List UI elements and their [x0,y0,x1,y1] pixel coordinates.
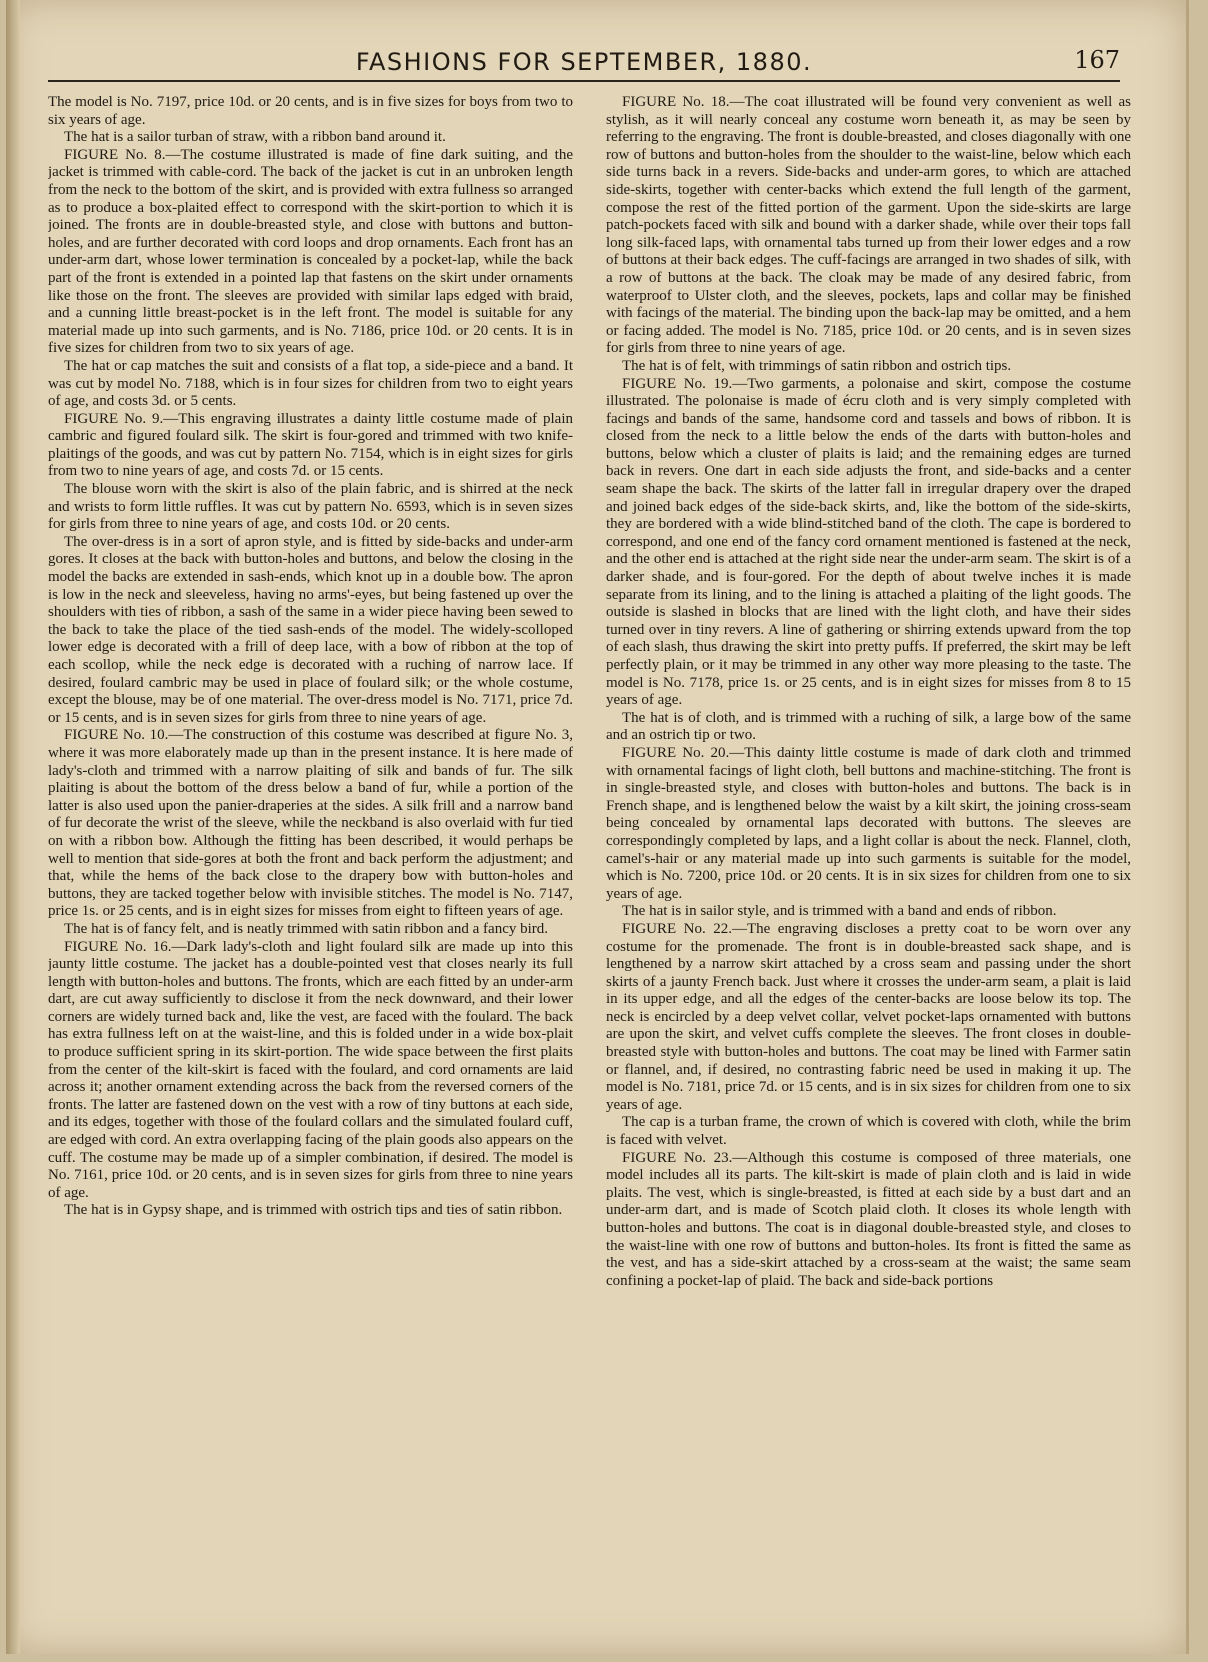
paragraph: FIGURE No. 18.—The coat illustrated will be found very convenient as well as stylish, as it will nearly conceal any costume worn beneath it, as may be seen by referring to the engraving. The front is double-breasted, and closes diagonally with one row of buttons and button-holes from the shoulder to the waist-line, below which each side turns back in a revers. Side-backs and under-arm gores, to which are attached side-skirts, together with center-backs which extend the full length of the garment, compose the rest of the fitted portion of the garment. Upon the side-skirts are large patch-pockets faced with silk and bound with a darker shade, while over their tops fall long silk-faced laps, with ornamental tabs turned up from their lower edges and a row of buttons at their back edges. The cuff-facings are arranged in two shades of silk, with a row of buttons at the back. The cloak may be made of any desired fabric, from waterproof to Ulster cloth, and the sleeves, pockets, laps and collar may be finished with facings of the material. The binding upon the back-lap may be omitted, and a hem or facing added. The model is No. 7185, price 10d. or 20 cents, and is in seven sizes for girls from three to nine years of age. [606,94,1131,357]
binding-spine [6,0,20,1654]
paragraph: FIGURE No. 9.—This engraving illustrates a dainty little costume made of plain cambric and figured foulard silk. The skirt is four-gored and trimmed with two knife-plaitings of the goods, and was cut by pattern No. 7154, which is in eight sizes for girls from two to nine years of age, and costs 7d. or 15 cents. [48,410,573,480]
paragraph: The hat is of fancy felt, and is neatly trimmed with satin ribbon and a fancy bird. [64,920,549,937]
left-column [48,94,573,1620]
running-title: FASHIONS FOR SEPTEMBER, 1880. [355,48,813,76]
paragraph: The hat is of felt, with trimmings of satin ribbon and ostrich tips. [622,357,1012,374]
magazine-page [6,0,1189,1654]
right-column [606,94,1131,1620]
paragraph: The hat is of cloth, and is trimmed with a ruching of silk, a large bow of the same and an ostrich tip or two. [606,709,1131,744]
paragraph: The over-dress is in a sort of apron style, and is fitted by side-backs and under-arm gores. It closes at the back with button-holes and buttons, and below the closing in the model the backs are extended in sash-ends, which knot up in a double bow. The apron is low in the neck and sleeveless, having no arms'-eyes, but being fastened up over the shoulders with ties of ribbon, a sash of the same in a wider piece having been sewed to the back to take the place of the tied sash-ends of the model. The widely-scolloped lower edge is decorated with a frill of deep lace, with a bow of ribbon at the top of each scollop, while the neck edge is decorated with a ruching of narrow lace. If desired, foulard cambric may be used in place of foulard silk; or the whole costume, except the blouse, may be of one material. The over-dress model is No. 7171, price 7d. or 15 cents, and is in seven sizes for girls from three to nine years of age. [48,533,573,726]
paragraph: FIGURE No. 19.—Two garments, a polonaise and skirt, compose the costume illustrated. The polonaise is made of écru cloth and is very simply completed with facings and bands of the same, handsome cord and tassels and bows of ribbon. It is closed from the neck to a little below the ends of the darts with button-holes and buttons, below which a cluster of plaits is laid; and the remaining edges are turned back in revers. One dart in each side adjusts the front, and side-backs and a center seam shape the back. The skirts of the latter fall in irregular drapery over the draped and joined back edges of the side-back skirts, and, like the bottom of the side-skirts, they are bordered with a wide blind-stitched band of the cloth. The cape is bordered to correspond, and one end of the fancy cord ornament mentioned is fastened at the neck, and the other end is attached at the right side near the under-arm seam. The skirt is of a darker shade, and is four-gored. For the depth of about twelve inches it is made separate from its lining, and to the lining is attached a plaiting of the light goods. The outside is slashed in blocks that are lined with the light cloth, and have their sides turned over in tiny revers. A line of gathering or shirring extends upward from the top of each slash, thus drawing the skirt into pretty puffs. If preferred, the skirt may be left perfectly plain, or it may be trimmed in any other way more pleasing to the taste. The model is No. 7178, price 1s. or 25 cents, and is in eight sizes for misses from 8 to 15 years of age. [606,375,1131,709]
paragraph: FIGURE No. 23.—Although this costume is composed of three materials, one model includes all its parts. The kilt-skirt is made of plain cloth and is laid in wide plaits. The vest, which is single-breasted, is fitted at each side by a bust dart and an under-arm dart, and is made of Scotch plaid cloth. It closes its whole length with button-holes and buttons. The coat is in diagonal double-breasted style, and closes to the waist-line with one row of buttons and button-holes. Its front is fitted the same as the vest, and has a side-skirt attached by a cross-seam at the waist; the same seam confining a pocket-lap of plaid. The back and side-back portions [606,1149,1131,1289]
header-rule [48,80,1120,82]
page-number: 167 [1074,46,1120,74]
paragraph: The hat is in sailor style, and is trimmed with a band and ends of ribbon. [622,903,1057,920]
paragraph: FIGURE No. 22.—The engraving discloses a pretty coat to be worn over any costume for the promenade. The front is in double-breasted sack shape, and is lengthened by a narrow skirt attached by a cross seam and passing under the short skirts of a jaunty French back. Just where it crosses the under-arm seam, a plait is laid in its upper edge, and all the edges of the center-backs are loose below its top. The neck is encircled by a deep velvet collar, velvet pocket-laps ornamented with buttons are upon the skirt, and velvet cuffs complete the sleeves. The front closes in double-breasted style with button-holes and buttons. The coat may be lined with Farmer satin or flannel, and, if desired, no contrasting fabric need be used in making it up. The model is No. 7181, price 7d. or 15 cents, and is in six sizes for children from one to six years of age. [606,920,1131,1113]
paragraph: FIGURE No. 16.—Dark lady's-cloth and light foulard silk are made up into this jaunty little costume. The jacket has a double-pointed vest that closes nearly its full length with button-holes and buttons. The fronts, which are each fitted by an under-arm dart, are cut away sufficiently to disclose it from the neck downward, and their lower corners are widely turned back and, like the vest, are faced with the foulard. The back has extra fullness left on at the waist-line, and this is folded under in a wide box-plait to produce sufficient spring in its skirt-portion. The wide space between the first plaits from the center of the kilt-skirt is faced with the foulard, and cord ornaments are laid across it; another ornament extending across the back from the reversed corners of the fronts. The latter are fastened down on the vest with a row of tiny buttons at each side, and its edges, together with those of the foulard collars and the simulated foulard cuff, are edged with cord. An extra overlapping facing of the plain goods also appears on the cuff. The costume may be made up of a simpler combination, if desired. The model is No. 7161, price 10d. or 20 cents, and is in seven sizes for girls from three to nine years of age. [48,938,573,1201]
paragraph: The blouse worn with the skirt is also of the plain fabric, and is shirred at the neck and wrists to form little ruffles. It was cut by pattern No. 6593, which is in seven sizes for girls from three to nine years of age, and costs 10d. or 20 cents. [48,481,573,533]
page-header [48,44,1120,80]
paragraph: The model is No. 7197, price 10d. or 20 cents, and is in five sizes for boys from two to six years of age. [48,94,573,128]
paragraph: FIGURE No. 20.—This dainty little costume is made of dark cloth and trimmed with ornamental facings of light cloth, bell buttons and machine-stitching. The front is in single-breasted style, and closes with button-holes and buttons. The back is in French shape, and is lengthened below the waist by a kilt skirt, the joining cross-seam being concealed by ornamental laps decorated with buttons. The sleeves are correspondingly completed by laps, and a light collar is about the neck. Flannel, cloth, camel's-hair or any material made up into such garments is suitable for the model, which is No. 7200, price 10d. or 20 cents. It is in six sizes for children from one to six years of age. [606,744,1131,902]
paragraph: The cap is a turban frame, the crown of which is covered with cloth, while the brim is faced with velvet. [606,1114,1131,1149]
paragraph: FIGURE No. 8.—The costume illustrated is made of fine dark suiting, and the jacket is trimmed with cable-cord. The back of the jacket is cut in an unbroken length from the neck to the bottom of the skirt, and is provided with extra fullness so arranged as to produce a box-plaited effect to correspond with the skirt-portion to which it is joined. The fronts are in double-breasted style, and close with buttons and button-holes, and are further decorated with cord loops and drop ornaments. Each front has an under-arm dart, whose lower termination is concealed by a pocket-lap, while the back part of the front is extended in a pointed lap that fastens on the skirt under ornaments like those on the front. The sleeves are provided with similar laps edged with braid, and a cunning little breast-pocket is in the left front. The model is suitable for any material made up into such garments, and is No. 7186, price 10d. or 20 cents. It is in five sizes for children from two to six years of age. [48,146,573,357]
paragraph: FIGURE No. 10.—The construction of this costume was described at figure No. 3, where it was more elaborately made up than in the present instance. It is here made of lady's-cloth and trimmed with a narrow plaiting of silk and bands of fur. The silk plaiting is about the bottom of the dress below a band of fur, while a portion of the latter is also used upon the panier-draperies at the sides. A silk frill and a narrow band of fur decorate the wrist of the sleeve, while the neckband is also overlaid with fur tied on with a ribbon bow. Although the fitting has been described, it would perhaps be well to mention that side-gores at both the front and back perform the adjustment; and that, while the hems of the back close to the drapery bow with button-holes and buttons, they are tacked together below with invisible stitches. The model is No. 7147, price 1s. or 25 cents, and is in eight sizes for misses from eight to fifteen years of age. [48,727,573,920]
paragraph: The hat or cap matches the suit and consists of a flat top, a side-piece and a band. It was cut by model No. 7188, which is in four sizes for children from two to eight years of age, and costs 3d. or 5 cents. [48,357,573,410]
paragraph: The hat is a sailor turban of straw, with a ribbon band around it. [64,129,446,146]
paragraph: The hat is in Gypsy shape, and is trimmed with ostrich tips and ties of satin ribbon. [64,1202,563,1219]
